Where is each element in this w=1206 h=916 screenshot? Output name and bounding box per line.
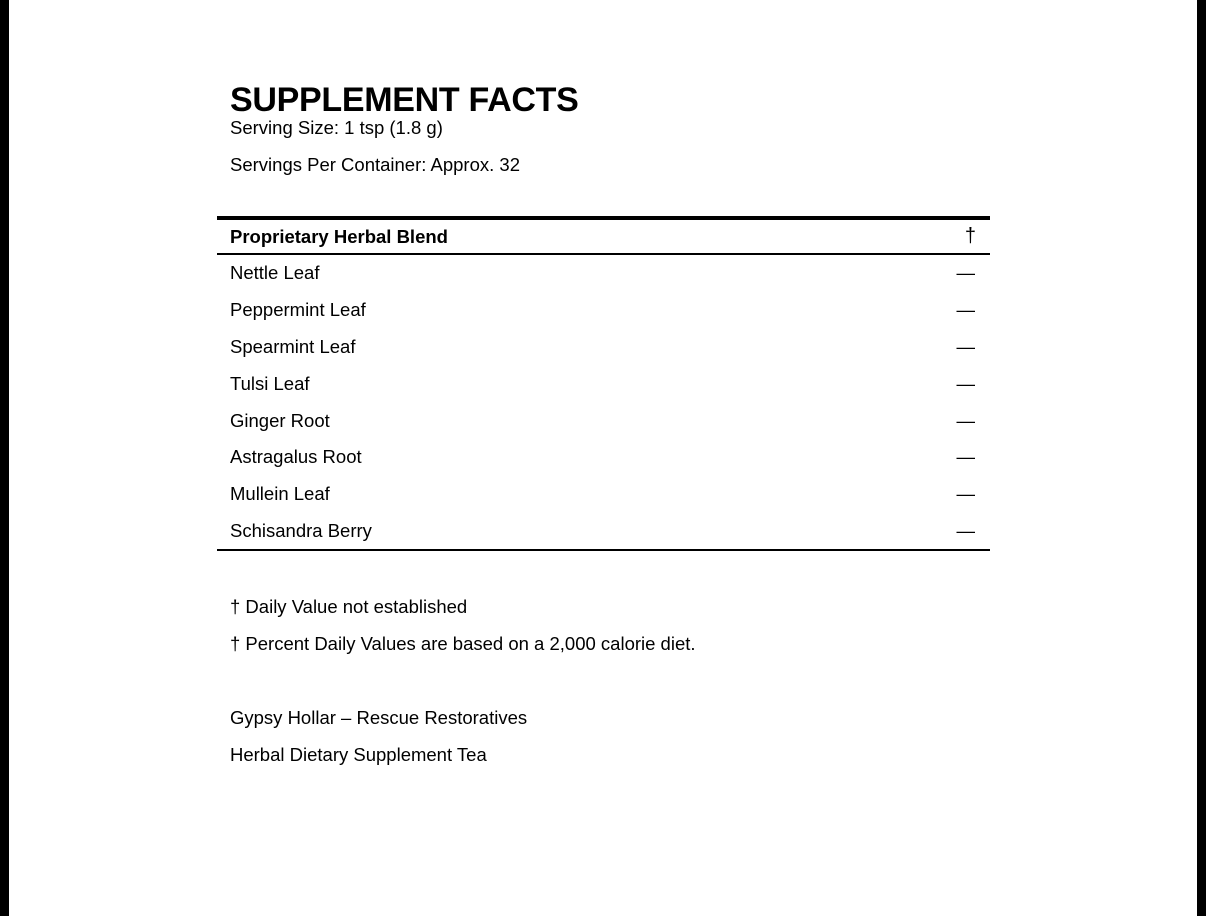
servings-per-container: Servings Per Container: Approx. 32 <box>230 154 520 175</box>
ingredient-amount: — <box>956 372 975 394</box>
panel-title: SUPPLEMENT FACTS <box>230 81 579 119</box>
ingredient-name: Ginger Root <box>230 409 330 431</box>
brand-line: Gypsy Hollar – Rescue Restoratives <box>230 707 528 728</box>
ingredient-name: Schisandra Berry <box>230 519 372 541</box>
ingredient-name: Peppermint Leaf <box>230 299 366 321</box>
ingredient-name: Tulsi Leaf <box>230 372 310 394</box>
facts-table <box>217 216 990 551</box>
table-row <box>217 292 990 329</box>
table-row <box>217 476 990 513</box>
footnote-calorie-diet: † Percent Daily Values are based on a 2,000 calorie diet. <box>230 633 696 654</box>
product-type-line: Herbal Dietary Supplement Tea <box>230 744 487 765</box>
table-row <box>217 439 990 476</box>
document-page <box>9 0 1197 916</box>
table-row <box>217 513 990 550</box>
ingredient-name: Spearmint Leaf <box>230 335 356 357</box>
ingredient-amount: — <box>956 519 975 541</box>
footnote-daily-value: † Daily Value not established <box>230 596 468 617</box>
blend-header-label: Proprietary Herbal Blend <box>230 225 448 247</box>
ingredient-name: Astragalus Root <box>230 446 362 468</box>
dagger-symbol: † <box>964 225 976 247</box>
table-row <box>217 255 990 292</box>
table-row <box>217 402 990 439</box>
table-row <box>217 365 990 402</box>
ingredient-amount: — <box>956 299 975 321</box>
ingredient-amount: — <box>956 483 975 505</box>
ingredient-name: Nettle Leaf <box>230 262 320 284</box>
serving-size: Serving Size: 1 tsp (1.8 g) <box>230 117 443 138</box>
ingredient-amount: — <box>956 262 975 284</box>
table-row <box>217 329 990 366</box>
ingredient-amount: — <box>956 335 975 357</box>
table-header <box>217 220 990 255</box>
ingredient-amount: — <box>956 446 975 468</box>
ingredient-name: Mullein Leaf <box>230 483 330 505</box>
ingredient-amount: — <box>956 409 975 431</box>
